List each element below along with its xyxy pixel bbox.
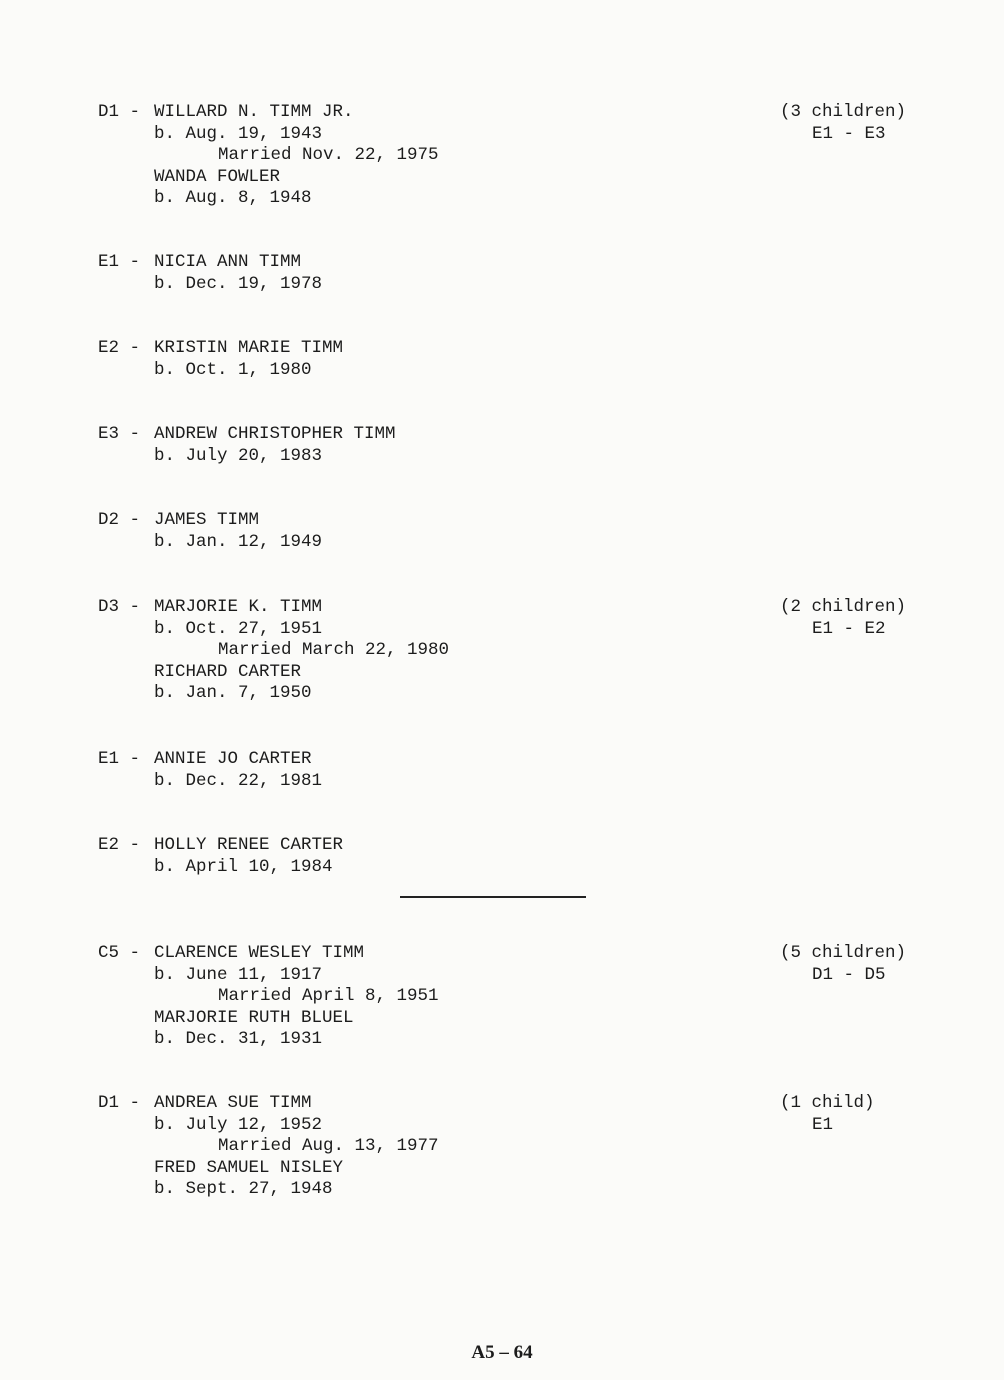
entry-name: CLARENCE WESLEY TIMM	[154, 943, 365, 963]
entry-code: E3 -	[98, 424, 141, 444]
entry-name: NICIA ANN TIMM	[154, 252, 302, 272]
entry-name: ANDREW CHRISTOPHER TIMM	[154, 424, 396, 444]
spouse-name: MARJORIE RUTH BLUEL	[154, 1007, 354, 1028]
genealogy-entry	[98, 835, 918, 878]
children-range: E1 - E3	[812, 123, 886, 144]
birth-date: b. Oct. 27, 1951	[154, 618, 323, 639]
page-number: A5 – 64	[471, 1342, 533, 1363]
entry-code: D3 -	[98, 597, 141, 617]
genealogy-entry	[98, 338, 918, 381]
genealogy-entry	[98, 424, 918, 467]
birth-date: b. Dec. 19, 1978	[154, 273, 323, 294]
entry-code: D2 -	[98, 510, 141, 530]
entry-code: E2 -	[98, 338, 141, 358]
marriage-date: Married Nov. 22, 1975	[218, 145, 439, 166]
birth-date: b. July 20, 1983	[154, 445, 323, 466]
genealogy-entry	[98, 749, 918, 792]
entry-code: E1 -	[98, 749, 141, 769]
birth-date: b. Jan. 12, 1949	[154, 531, 323, 552]
children-range: E1	[812, 1114, 834, 1135]
entry-name: ANDREA SUE TIMM	[154, 1093, 312, 1113]
spouse-birth-date: b. Jan. 7, 1950	[154, 683, 312, 704]
birth-date: b. Oct. 1, 1980	[154, 359, 312, 380]
children-count: (3 children)	[780, 102, 907, 122]
birth-date: b. Dec. 22, 1981	[154, 770, 323, 791]
section-divider	[400, 896, 586, 898]
entry-code: D1 -	[98, 102, 141, 122]
genealogy-entry	[98, 510, 918, 553]
spouse-name: WANDA FOWLER	[154, 166, 281, 187]
children-range: D1 - D5	[812, 964, 886, 985]
spouse-birth-date: b. Aug. 8, 1948	[154, 188, 312, 209]
genealogy-entry	[98, 597, 918, 705]
genealogy-entry	[98, 943, 918, 1051]
entry-name: ANNIE JO CARTER	[154, 749, 312, 769]
genealogy-entry	[98, 252, 918, 295]
marriage-date: Married April 8, 1951	[218, 986, 439, 1007]
spouse-name: FRED SAMUEL NISLEY	[154, 1157, 344, 1178]
entry-code: C5 -	[98, 943, 141, 963]
children-count: (5 children)	[780, 943, 907, 963]
entry-name: WILLARD N. TIMM JR.	[154, 102, 354, 122]
children-count: (2 children)	[780, 597, 907, 617]
spouse-name: RICHARD CARTER	[154, 661, 302, 682]
marriage-date: Married Aug. 13, 1977	[218, 1136, 439, 1157]
marriage-date: Married March 22, 1980	[218, 640, 450, 661]
genealogy-entry	[98, 102, 918, 210]
children-range: E1 - E2	[812, 618, 886, 639]
entry-name: JAMES TIMM	[154, 510, 260, 530]
birth-date: b. June 11, 1917	[154, 964, 323, 985]
entry-code: D1 -	[98, 1093, 141, 1113]
entry-name: MARJORIE K. TIMM	[154, 597, 323, 617]
spouse-birth-date: b. Sept. 27, 1948	[154, 1179, 333, 1200]
entry-code: E1 -	[98, 252, 141, 272]
children-count: (1 child)	[780, 1093, 875, 1113]
birth-date: b. Aug. 19, 1943	[154, 123, 323, 144]
entry-name: KRISTIN MARIE TIMM	[154, 338, 344, 358]
birth-date: b. July 12, 1952	[154, 1114, 323, 1135]
spouse-birth-date: b. Dec. 31, 1931	[154, 1029, 323, 1050]
entry-name: HOLLY RENEE CARTER	[154, 835, 344, 855]
genealogy-entry	[98, 1093, 918, 1201]
entry-code: E2 -	[98, 835, 141, 855]
birth-date: b. April 10, 1984	[154, 856, 333, 877]
